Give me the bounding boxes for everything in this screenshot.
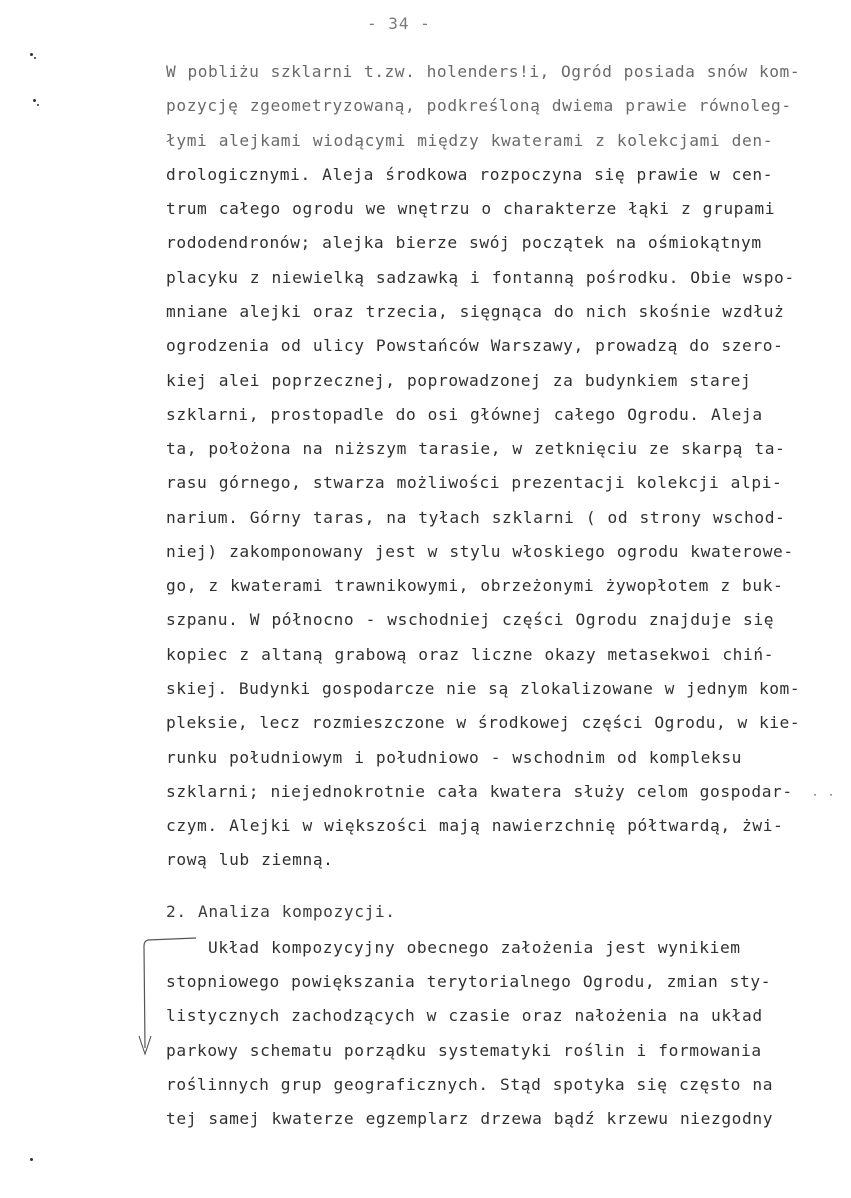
text-line: szpanu. W północno - wschodniej części Ogrodu znajduje się <box>166 610 775 629</box>
text-line: pleksie, lecz rozmieszczone w środkowej części Ogrodu, w kie- <box>166 713 801 732</box>
text-line: stopniowego powiększania terytorialnego Ogrodu, zmian sty- <box>166 972 772 991</box>
text-line: szklarni, prostopadle do osi głównej całego Ogrodu. Aleja <box>166 405 763 424</box>
text-line: rasu górnego, stwarza możliwości prezentacji kolekcji alpi- <box>166 473 783 492</box>
text-line: drologicznymi. Aleja środkowa rozpoczyna się prawie w cen- <box>166 165 774 184</box>
text-line: parkowy schematu porządku systematyki roślin i formowania <box>166 1041 762 1060</box>
page-number: - 34 - <box>367 14 431 33</box>
text-line: skiej. Budynki gospodarcze nie są zlokalizowane w jednym kom- <box>166 679 801 698</box>
text-line: kopiec z altaną grabową oraz liczne okazy metasekwoi chiń- <box>166 645 775 664</box>
text-line: trum całego ogrodu we wnętrzu o charakterze łąki z grupami <box>166 199 776 218</box>
text-line: czym. Alejki w większości mają nawierzchnię półtwardą, żwi- <box>166 816 784 835</box>
section-heading: 2. Analiza kompozycji. <box>166 902 396 921</box>
margin-mark <box>37 104 39 106</box>
text-line: rododendronów; alejka bierze swój początek na ośmiokątnym <box>166 233 762 252</box>
text-line: mniane alejki oraz trzecia, sięgnąca do nich skośnie wzdłuż <box>166 302 785 321</box>
text-line: ta, położona na niższym tarasie, w zetknięciu ze skarpą ta- <box>166 439 786 458</box>
text-line: pozycję zgeometryzowaną, podkreśloną dwiema prawie równoleg- <box>166 96 792 115</box>
margin-mark <box>30 1158 33 1161</box>
text-line: go, z kwaterami trawnikowymi, obrzeżonymi żywopłotem z buk- <box>166 576 784 595</box>
stray-marks: · · <box>812 790 837 801</box>
text-line: runku południowym i południowo - wschodnim od kompleksu <box>166 748 743 767</box>
text-line: listycznych zachodzących w czasie oraz nałożenia na układ <box>166 1006 763 1025</box>
text-line: niej) zakomponowany jest w stylu włoskiego ogrodu kwaterowe- <box>166 542 794 561</box>
text-line: placyku z niewielką sadzawką i fontanną pośrodku. Obie wspo- <box>166 268 795 287</box>
text-line: tej samej kwaterze egzemplarz drzewa bądź krzewu niezgodny <box>166 1109 774 1128</box>
text-line: rową lub ziemną. <box>166 850 334 869</box>
text-line: W pobliżu szklarni t.zw. holenders!i, Ogród posiada snów kom- <box>166 62 801 81</box>
margin-mark <box>34 57 36 59</box>
margin-mark <box>30 53 33 56</box>
text-line: szklarni; niejednokrotnie cała kwatera służy celom gospodar- <box>166 782 793 801</box>
margin-mark <box>33 99 36 102</box>
text-line: ogrodzenia od ulicy Powstańców Warszawy, prowadzą do szero- <box>166 336 784 355</box>
text-line: narium. Górny taras, na tyłach szklarni ( od strony wschod- <box>166 508 786 527</box>
text-line: roślinnych grup geograficznych. Stąd spotyka się często na <box>166 1075 774 1094</box>
text-line: kiej alei poprzecznej, poprowadzonej za budynkiem starej <box>166 371 752 390</box>
text-line: Układ kompozycyjny obecnego założenia jest wynikiem <box>208 938 741 957</box>
text-line: łymi alejkami wiodącymi między kwaterami z kolekcjami den- <box>166 131 774 150</box>
